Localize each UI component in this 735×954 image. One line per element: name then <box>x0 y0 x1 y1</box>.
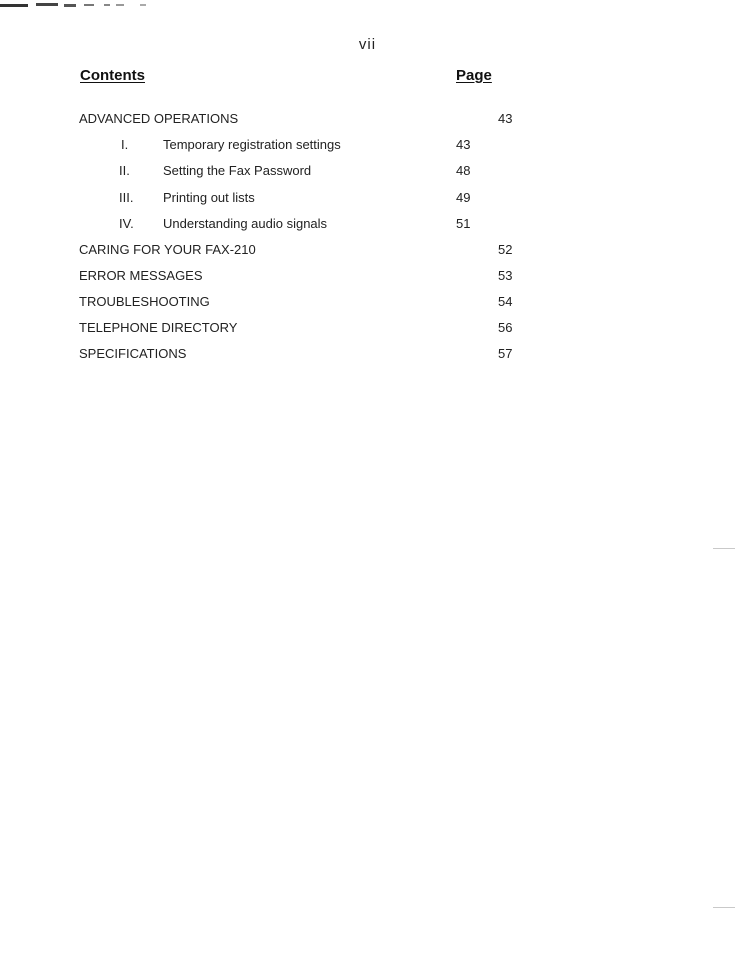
toc-entry <box>0 292 735 312</box>
toc-entry <box>0 344 735 364</box>
toc-entry <box>0 240 735 260</box>
toc-subentry-number: IV. <box>119 216 134 231</box>
toc-entry-title: ERROR MESSAGES <box>79 268 203 283</box>
toc-subentry <box>0 135 735 155</box>
toc-subentry-page: 43 <box>456 137 471 152</box>
toc-subentry <box>0 214 735 234</box>
toc-entry-page: 54 <box>498 294 513 309</box>
toc-entry <box>0 109 735 129</box>
scan-artifact <box>0 0 180 12</box>
toc-subentry-title: Understanding audio signals <box>163 216 328 231</box>
toc-entry-title: TROUBLESHOOTING <box>79 294 210 309</box>
toc-subentry-number: II. <box>119 163 130 178</box>
toc-subentry-page: 48 <box>456 163 471 178</box>
edge-mark <box>713 907 735 908</box>
toc-subentry-title: Printing out lists <box>163 190 255 205</box>
contents-heading: Contents <box>80 67 145 84</box>
toc-entry-title: TELEPHONE DIRECTORY <box>79 320 238 335</box>
toc-entry-page: 52 <box>498 242 513 257</box>
toc-entry-page: 57 <box>498 346 513 361</box>
toc-entry <box>0 266 735 286</box>
toc-entry-title: CARING FOR YOUR FAX-210 <box>79 242 256 257</box>
toc-entry-page: 56 <box>498 320 513 335</box>
edge-mark <box>713 548 735 549</box>
page-number: vii <box>358 36 377 53</box>
toc-entry-title: SPECIFICATIONS <box>79 346 187 361</box>
toc-subentry-number: III. <box>119 190 134 205</box>
toc-subentry-page: 51 <box>456 216 471 231</box>
toc-subentry-title: Temporary registration settings <box>163 137 341 152</box>
toc-subentry <box>0 188 735 208</box>
page-heading: Page <box>456 67 492 84</box>
toc-subentry-page: 49 <box>456 190 471 205</box>
toc-entry-title: ADVANCED OPERATIONS <box>79 111 239 126</box>
toc-entry-page: 43 <box>498 111 513 126</box>
toc-subentry-number: I. <box>121 137 129 152</box>
toc-subentry-title: Setting the Fax Password <box>163 163 312 178</box>
toc-entry-page: 53 <box>498 268 513 283</box>
toc-subentry <box>0 161 735 181</box>
toc-entry <box>0 318 735 338</box>
